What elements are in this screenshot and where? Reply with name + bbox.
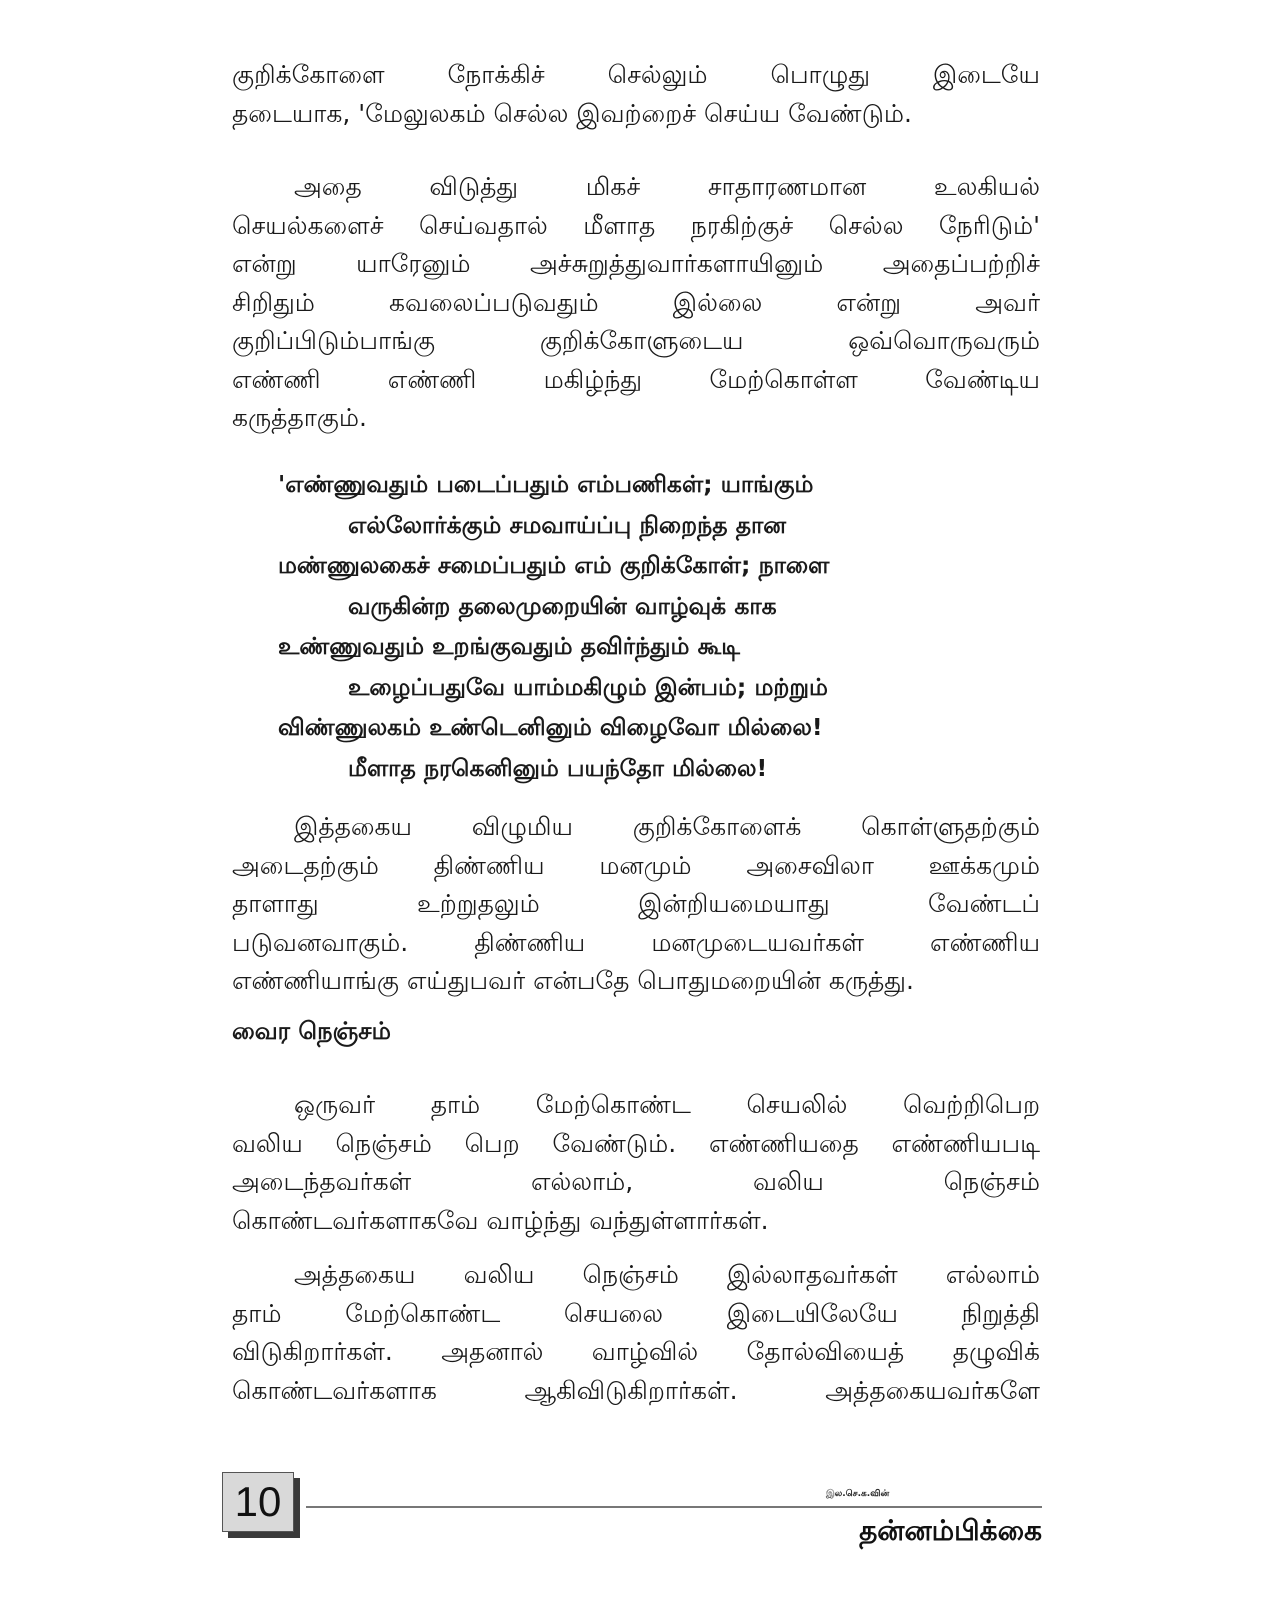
text-line: தடையாக, 'மேலுலகம் செல்ல இவற்றைச் செய்ய வேண்டும்.: [232, 98, 912, 128]
paragraph-2: [232, 168, 1040, 438]
text-line: குறிப்பிடும்பாங்கு குறிக்கோளுடைய ஒவ்வொருவரும்: [232, 326, 1040, 355]
text-line: குறிக்கோளை நோக்கிச் செல்லும் பொழுது இடையே: [232, 60, 1040, 89]
poem-line: விண்ணுலகம் உண்டெனினும் விழைவோ மில்லை!: [278, 713, 823, 741]
section-heading: வைர நெஞ்சம்: [232, 1017, 391, 1045]
poem-line: மீளாத நரகெனினும் பயந்தோ மில்லை!: [348, 753, 768, 782]
poem-quote: [278, 464, 998, 788]
text-line: இத்தகைய விழுமிய குறிக்கோளைக் கொள்ளுதற்கும்: [294, 812, 1040, 841]
text-line: வலிய நெஞ்சம் பெற வேண்டும். எண்ணியதை எண்ணியபடி: [232, 1128, 1040, 1158]
text-line: அத்தகைய வலிய நெஞ்சம் இல்லாதவர்கள் எல்லாம்: [294, 1260, 1040, 1289]
text-line: அடைந்தவர்கள் எல்லாம், வலிய நெஞ்சம்: [232, 1167, 1040, 1196]
text-line: எண்ணியாங்கு எய்துபவர் என்பதே பொதுமறையின் கருத்து.: [232, 966, 914, 995]
text-line: விடுகிறார்கள். அதனால் வாழ்வில் தோல்வியைத் தழுவிக்: [232, 1337, 1040, 1366]
poem-line: உழைப்பதுவே யாம்மகிழும் இன்பம்; மற்றும்: [348, 672, 828, 701]
text-line: கருத்தாகும்.: [232, 403, 367, 432]
page-number: 10: [222, 1472, 294, 1532]
text-line: செயல்களைச் செய்வதால் மீளாத நரகிற்குச் செல்ல நேரிடும்': [232, 210, 1040, 240]
footer-divider: [306, 1506, 1042, 1508]
text-line: என்று யாரேனும் அச்சுறுத்துவார்களாயினும் அதைப்பற்றிச்: [232, 249, 1040, 278]
poem-line: வருகின்ற தலைமுறையின் வாழ்வுக் காக: [348, 591, 777, 620]
text-line: சிறிதும் கவலைப்படுவதும் இல்லை என்று அவர்: [232, 287, 1040, 317]
paragraph-1: [232, 56, 1040, 133]
text-line: எண்ணி எண்ணி மகிழ்ந்து மேற்கொள்ள வேண்டிய: [232, 364, 1040, 394]
poem-line: உண்ணுவதும் உறங்குவதும் தவிர்ந்தும் கூடி: [278, 632, 740, 660]
text-line: அதை விடுத்து மிகச் சாதாரணமான உலகியல்: [294, 172, 1040, 201]
text-line: கொண்டவர்களாக ஆகிவிடுகிறார்கள். அத்தகையவர்களே: [232, 1375, 1040, 1405]
author-label: இல.செ.க.வின்: [826, 1489, 890, 1499]
page-footer: [222, 1472, 1042, 1562]
text-line: அடைதற்கும் திண்ணிய மனமும் அசைவிலா ஊக்கமும்: [232, 850, 1040, 880]
poem-line: 'எண்ணுவதும் படைப்பதும் எம்பணிகள்; யாங்கும்: [278, 470, 814, 498]
text-line: தாம் மேற்கொண்ட செயலை இடையிலேயே நிறுத்தி: [232, 1298, 1040, 1328]
paragraph-5: [232, 1256, 1040, 1410]
text-line: படுவனவாகும். திண்ணிய மனமுடையவர்கள் எண்ணிய: [232, 927, 1040, 957]
text-line: ஒருவர் தாம் மேற்கொண்ட செயலில் வெற்றிபெற: [294, 1090, 1040, 1119]
text-line: கொண்டவர்களாகவே வாழ்ந்து வந்துள்ளார்கள்.: [232, 1205, 769, 1235]
text-line: தாளாது உற்றுதலும் இன்றியமையாது வேண்டப்: [232, 889, 1040, 918]
paragraph-4: [232, 1086, 1040, 1240]
poem-line: எல்லோர்க்கும் சமவாய்ப்பு நிறைந்த தான: [348, 510, 787, 539]
poem-line: மண்ணுலகைச் சமைப்பதும் எம் குறிக்கோள்; நாளை: [278, 551, 830, 579]
book-title: தன்னம்பிக்கை: [859, 1514, 1042, 1547]
paragraph-3: [232, 808, 1040, 1001]
